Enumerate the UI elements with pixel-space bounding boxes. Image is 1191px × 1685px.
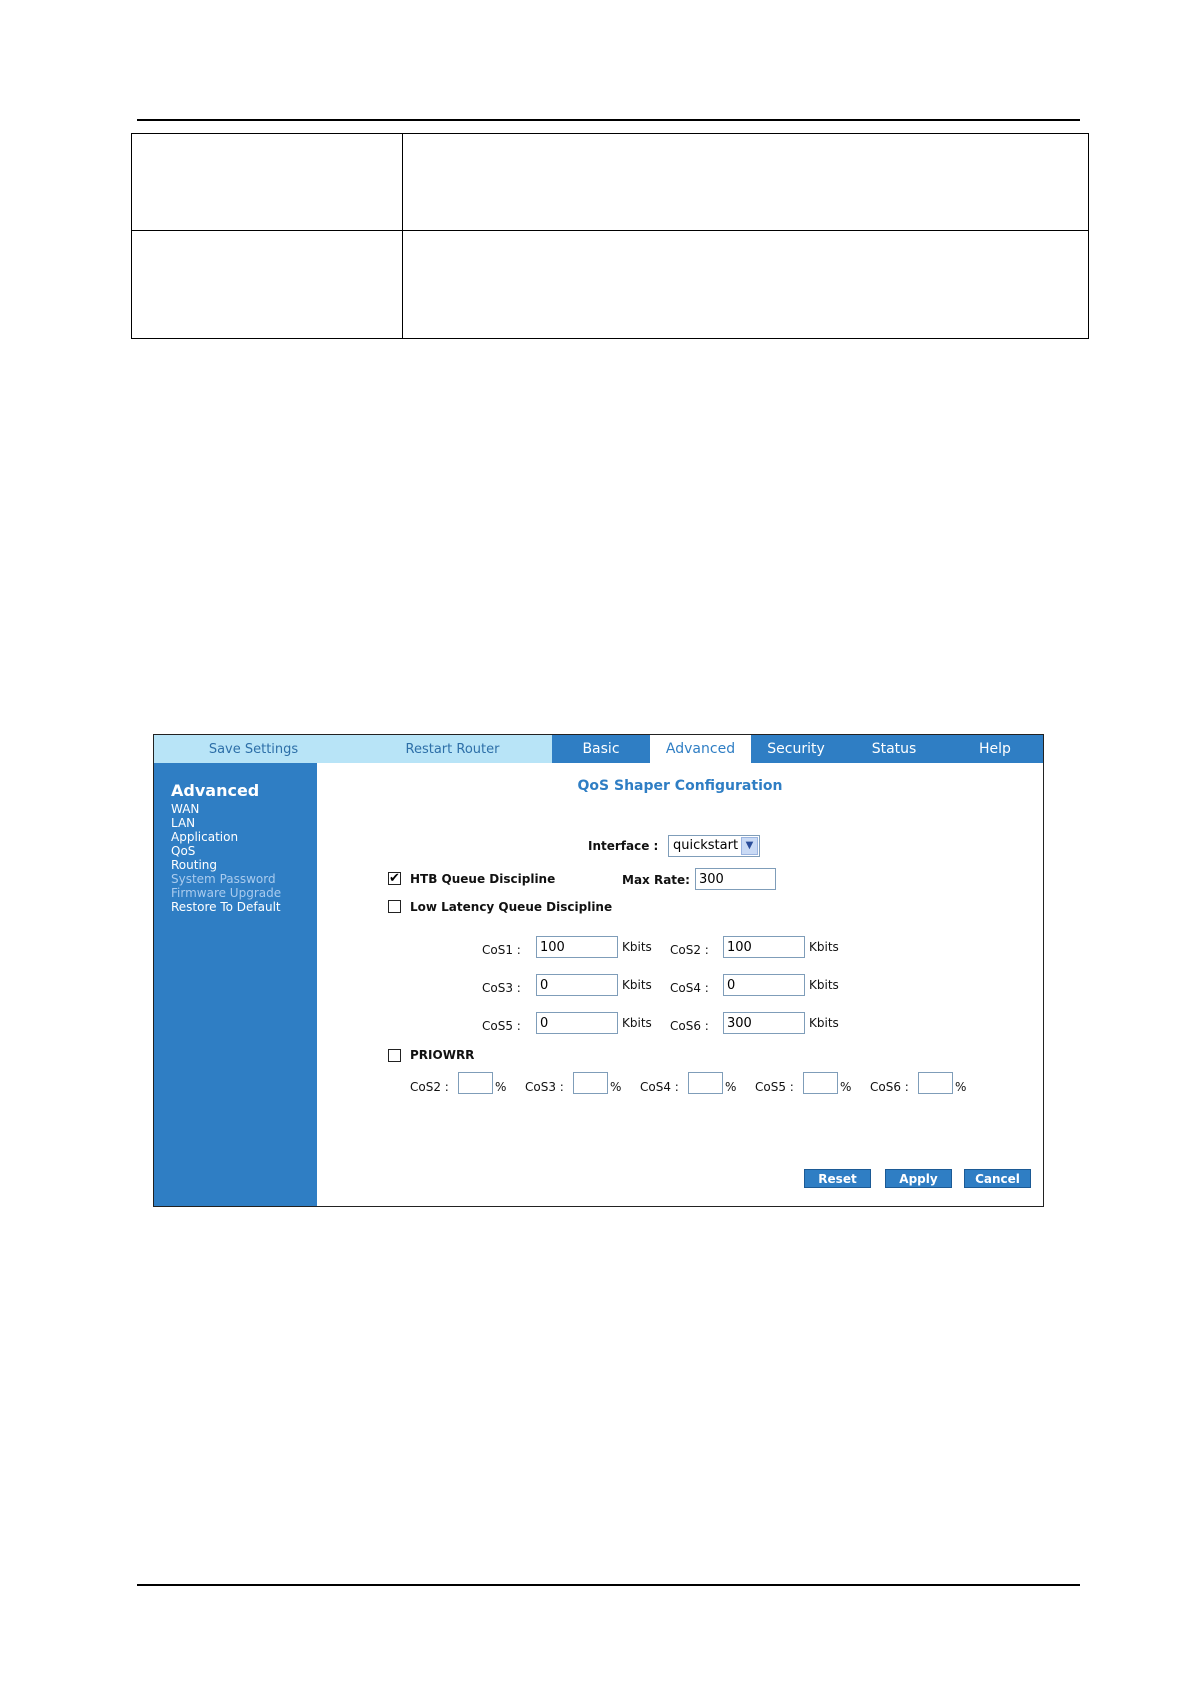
htb-checkbox[interactable]: ✔ [389,871,400,886]
interface-select-value: quickstart [673,838,739,853]
max-rate-label: Max Rate: [622,873,690,887]
priowrr-label: PRIOWRR [410,1048,475,1062]
wrr-cos2-input[interactable] [458,1072,493,1094]
max-rate-input[interactable] [695,868,776,890]
wrr-cos6-label: CoS6 : [870,1080,909,1094]
wrr-cos2-unit: % [495,1080,507,1094]
sidebar-item-routing[interactable]: Routing [171,858,218,872]
header-rule [137,119,1080,121]
cos4-unit: Kbits [809,978,839,992]
htb-label: HTB Queue Discipline [410,872,556,886]
llq-label: Low Latency Queue Discipline [410,900,613,914]
wrr-cos4-input[interactable] [688,1072,723,1094]
cos4-label: CoS4 : [670,981,709,995]
cos5-unit: Kbits [622,1016,652,1030]
wrr-cos5-label: CoS5 : [755,1080,794,1094]
interface-label: Interface : [588,839,659,853]
priowrr-checkbox[interactable] [388,1049,401,1062]
cos2-label: CoS2 : [670,943,709,957]
sidebar-item-qos[interactable]: QoS [171,844,196,858]
cos3-label: CoS3 : [482,981,521,995]
sidebar-item-lan[interactable]: LAN [171,816,196,830]
wrr-cos2-label: CoS2 : [410,1080,449,1094]
tab-status[interactable]: Status [841,735,947,763]
chevron-down-icon: ▼ [741,837,758,855]
sidebar-item-restore-to-default[interactable]: Restore To Default [171,900,281,914]
sidebar [154,763,317,1206]
wrr-cos5-unit: % [840,1080,852,1094]
wrr-cos6-input[interactable] [918,1072,953,1094]
tab-security[interactable]: Security [751,735,841,763]
apply-button[interactable]: Apply [885,1169,952,1188]
top-navigation-bar [154,735,1043,763]
router-config-window [153,734,1044,1207]
cos4-input[interactable] [723,974,805,996]
wrr-cos3-input[interactable] [573,1072,608,1094]
cos5-label: CoS5 : [482,1019,521,1033]
wrr-cos3-label: CoS3 : [525,1080,564,1094]
cos6-label: CoS6 : [670,1019,709,1033]
interface-select[interactable] [668,835,760,857]
save-settings-button[interactable]: Save Settings [154,735,353,763]
document-table [131,133,1089,339]
sidebar-item-application[interactable]: Application [171,830,239,844]
wrr-cos6-unit: % [955,1080,967,1094]
cos6-input[interactable] [723,1012,805,1034]
table-row-divider [132,230,1088,231]
sidebar-heading: Advanced [171,781,260,800]
main-content [317,763,1043,1206]
wrr-cos5-input[interactable] [803,1072,838,1094]
reset-button[interactable]: Reset [804,1169,871,1188]
tab-advanced[interactable]: Advanced [650,735,751,763]
cos2-input[interactable] [723,936,805,958]
cos1-label: CoS1 : [482,943,521,957]
cos6-unit: Kbits [809,1016,839,1030]
cos3-input[interactable] [536,974,618,996]
wrr-cos3-unit: % [610,1080,622,1094]
tab-help[interactable]: Help [947,735,1043,763]
cancel-button[interactable]: Cancel [964,1169,1031,1188]
wrr-cos4-label: CoS4 : [640,1080,679,1094]
sidebar-item-firmware-upgrade[interactable]: Firmware Upgrade [171,886,282,900]
cos3-unit: Kbits [622,978,652,992]
cos1-input[interactable] [536,936,618,958]
sidebar-menu [171,802,281,914]
page-title: QoS Shaper Configuration [577,778,783,794]
cos2-unit: Kbits [809,940,839,954]
tab-basic[interactable]: Basic [552,735,650,763]
restart-router-button[interactable]: Restart Router [353,735,552,763]
wrr-cos4-unit: % [725,1080,737,1094]
footer-rule [137,1584,1080,1586]
sidebar-item-wan[interactable]: WAN [171,802,200,816]
table-column-divider [402,134,403,338]
sidebar-item-system-password[interactable]: System Password [171,872,276,886]
llq-checkbox[interactable] [388,900,401,913]
cos1-unit: Kbits [622,940,652,954]
cos5-input[interactable] [536,1012,618,1034]
